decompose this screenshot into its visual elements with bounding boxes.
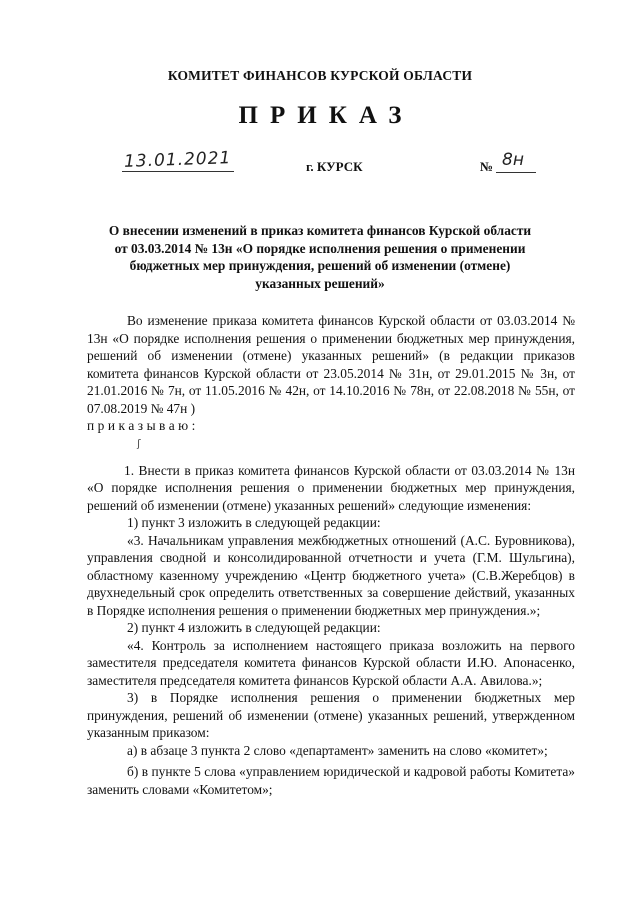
document-title: ПРИКАЗ — [238, 102, 414, 129]
heading-line: бюджетных мер принуждения, решений об изменении (отмене) — [129, 258, 511, 273]
pen-mark: ʃ — [137, 437, 141, 450]
heading-line: указанных решений» — [255, 275, 385, 291]
number-underline — [496, 172, 536, 173]
quote-point-4: «4. Контроль за исполнением настоящего приказа возложить на первого заместителя председателя комитета финансов Курской области И.Ю. Апонасенко, заместителя председателя комитета финансов Курской области А.А. Авилова.»; — [87, 637, 575, 688]
committee-name: КОМИТЕТ ФИНАНСОВ КУРСКОЙ ОБЛАСТИ — [167, 68, 473, 83]
heading-line: от 03.03.2014 № 13н «О порядке исполнения решения о применении — [114, 240, 526, 256]
heading-line: О внесении изменений в приказ комитета финансов Курской области — [108, 223, 532, 238]
subitem-2: 2) пункт 4 изложить в следующей редакции: — [127, 620, 381, 635]
city-label: г. КУРСК — [306, 159, 363, 174]
subitem-3: 3) в Порядке исполнения решения о применении бюджетных мер принуждения, решений об изменении (отмене) указанных решений, утвержденном указанным приказом: — [87, 690, 575, 740]
handwritten-date: 13.01.2021 — [123, 148, 232, 172]
preamble-paragraph: Во изменение приказа комитета финансов Курской области от 03.03.2014 № 13н «О порядке исполнения решения о применении бюджетных мер принуждения, решений об изменении (отмене) указанных решений» (в редакции приказов комитета финансов Курской области от 23.05.2014 № 31н, от 29.01.2015 № 3н, от 21.01.2016 № 7н, от 11.05.2016 № 42н, от 14.10.2016 № 78н, от 22.08.2018 № 55н, от 07.08.2019 № 47н ) — [87, 313, 575, 416]
order-body — [87, 312, 575, 798]
quote-point-3: «3. Начальникам управления межбюджетных отношений (А.С. Буровникова), управления сводной и консолидированной отчетности и учета (Г.М. Шульгина), областному казенному учреждению «Центр бюджетного учета» (С.В.Жеребцов) в двухнедельный срок определить ответственных за совершение действий, указанных в Порядке исполнения решения о применении бюджетных мер принуждения.»; — [87, 532, 575, 618]
order-word: приказываю: — [87, 418, 199, 433]
date-underline — [122, 171, 234, 172]
handwritten-number: 8н — [502, 150, 524, 170]
number-label: № — [480, 159, 494, 174]
item-1-paragraph: 1. Внести в приказ комитета финансов Курской области от 03.03.2014 № 13н «О порядке исполнения решения о применении бюджетных мер принуждения, решений об изменении (отмене) указанных решений» следующие изменения: — [87, 462, 575, 513]
order-heading — [70, 222, 570, 292]
subitem-1: 1) пункт 3 изложить в следующей редакции: — [127, 515, 381, 530]
subitem-3b: б) в пункте 5 слова «управлением юридической и кадровой работы Комитета» заменить словами «Комитетом»; — [87, 764, 575, 797]
subitem-3a: а) в абзаце 3 пункта 2 слово «департамент» заменить на слово «комитет»; — [127, 742, 548, 758]
